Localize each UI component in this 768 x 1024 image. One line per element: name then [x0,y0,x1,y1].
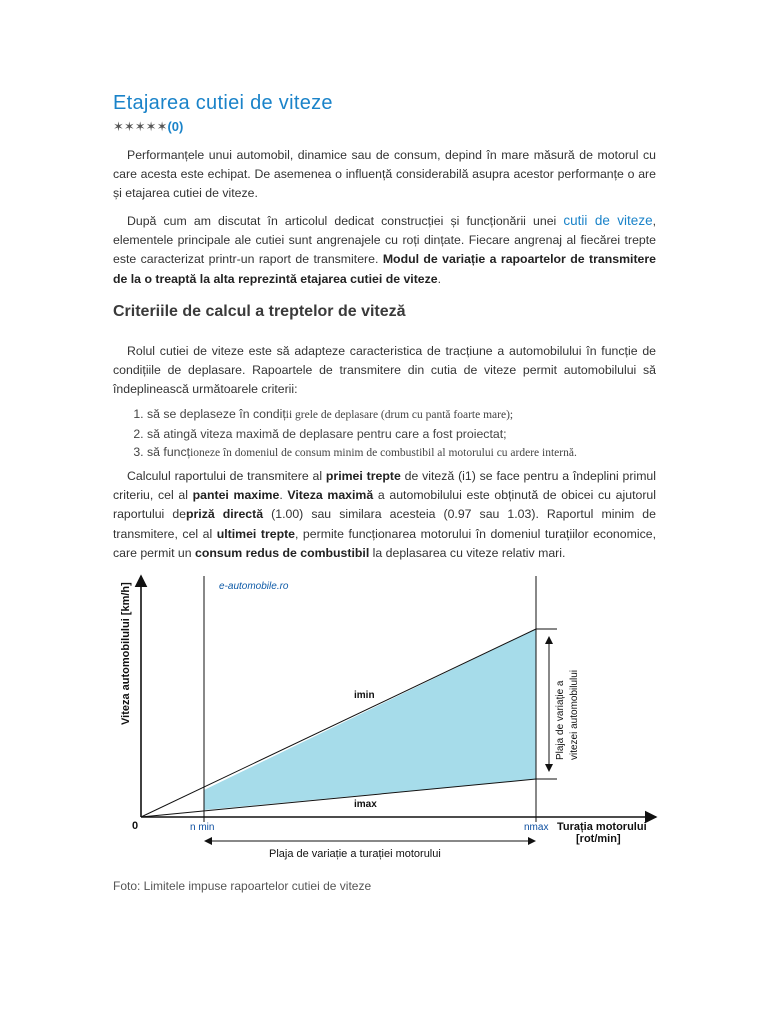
rating-count[interactable]: (0) [167,119,184,134]
watermark: e-automobile.ro [219,581,289,592]
speed-range-label-2: vitezei automobilului [569,669,580,760]
list-item: 1. să se deplaseze în condiții grele de deplasare (drum cu pantă foarte mare); [147,405,656,425]
y-axis-label: Viteza automobilului [km/h] [120,582,132,725]
figure-caption: Foto: Limitele impuse rapoartelor cutiei de viteze [113,879,372,893]
ratio-range-area [204,629,536,810]
rpm-range-label: Plaja de variație a turației motorului [269,848,441,860]
gearbox-link[interactable]: cutii de viteze [563,213,653,228]
origin-label: 0 [132,820,139,832]
list-item: 3. să funcționeze în domeniul de consum minim de combustibil al motorului cu ardere internă. [147,443,656,463]
section-title: Criteriile de calcul a treptelor de viteză [113,303,406,320]
paragraph-role: Rolul cutiei de viteze este să adapteze caracteristica de tracțiune a automobilului în funcție de condițiile de deplasare. Rapoartele de transmitere din cutia de viteze permit automobilului să îndeplinească următoarele criterii: [113,344,656,397]
paragraph-calculation: Calculul raportului de transmitere al primei trepte de viteză (i1) se face pentru a îndeplini primul criteriu, cel al pantei maxime. Viteza maximă a automobilului este obținută de obicei cu ajutorul raportului depriză directă (1.00) sau similara acesteia (0.97 sau 1.03). Raportul minim de transmitere, cel al ultimei trepte, permite funcționarea motorului în domeniul turațiilor economice, care permit un consum redus de combustibil la deplasarea cu viteze relativ mari. [113,469,657,560]
imax-label: imax [354,799,377,810]
nmin-label: n min [190,822,215,833]
star-icon[interactable]: ✶✶✶✶✶ [113,119,168,134]
x-axis-label: Turația motorului [557,821,647,833]
gear-ratio-diagram [113,570,663,865]
criteria-list [113,405,656,463]
page-title: Etajarea cutiei de viteze [113,92,333,114]
list-item: 2. să atingă viteza maximă de deplasare pentru care a fost proiectat; [147,425,656,444]
nmax-label: nmax [524,822,549,833]
x-axis-unit: [rot/min] [576,833,621,845]
paragraph-gearbox: După cum am discutat în articolul dedicat construcției și funcționării unei cutii de viteze, elementele principale ale cutiei sunt angrenajele cu roți dințate. Fiecare angrenaj al fiecărei trepte este caracterizat printr-un raport de transmitere. Modul de variație a rapoartelor de transmitere de la o treaptă la alta reprezintă etajarea cutiei de viteze. [113,213,657,286]
paragraph-intro: Performanțele unui automobil, dinamice sau de consum, depind în mare măsură de motorul cu care acesta este echipat. De asemenea o influență considerabilă asupra acestor performanțe o are și etajarea cutiei de viteze. [113,148,656,201]
imin-label: imin [354,690,375,701]
rating[interactable] [113,119,183,135]
speed-range-label-1: Plaja de variație a [555,680,566,760]
